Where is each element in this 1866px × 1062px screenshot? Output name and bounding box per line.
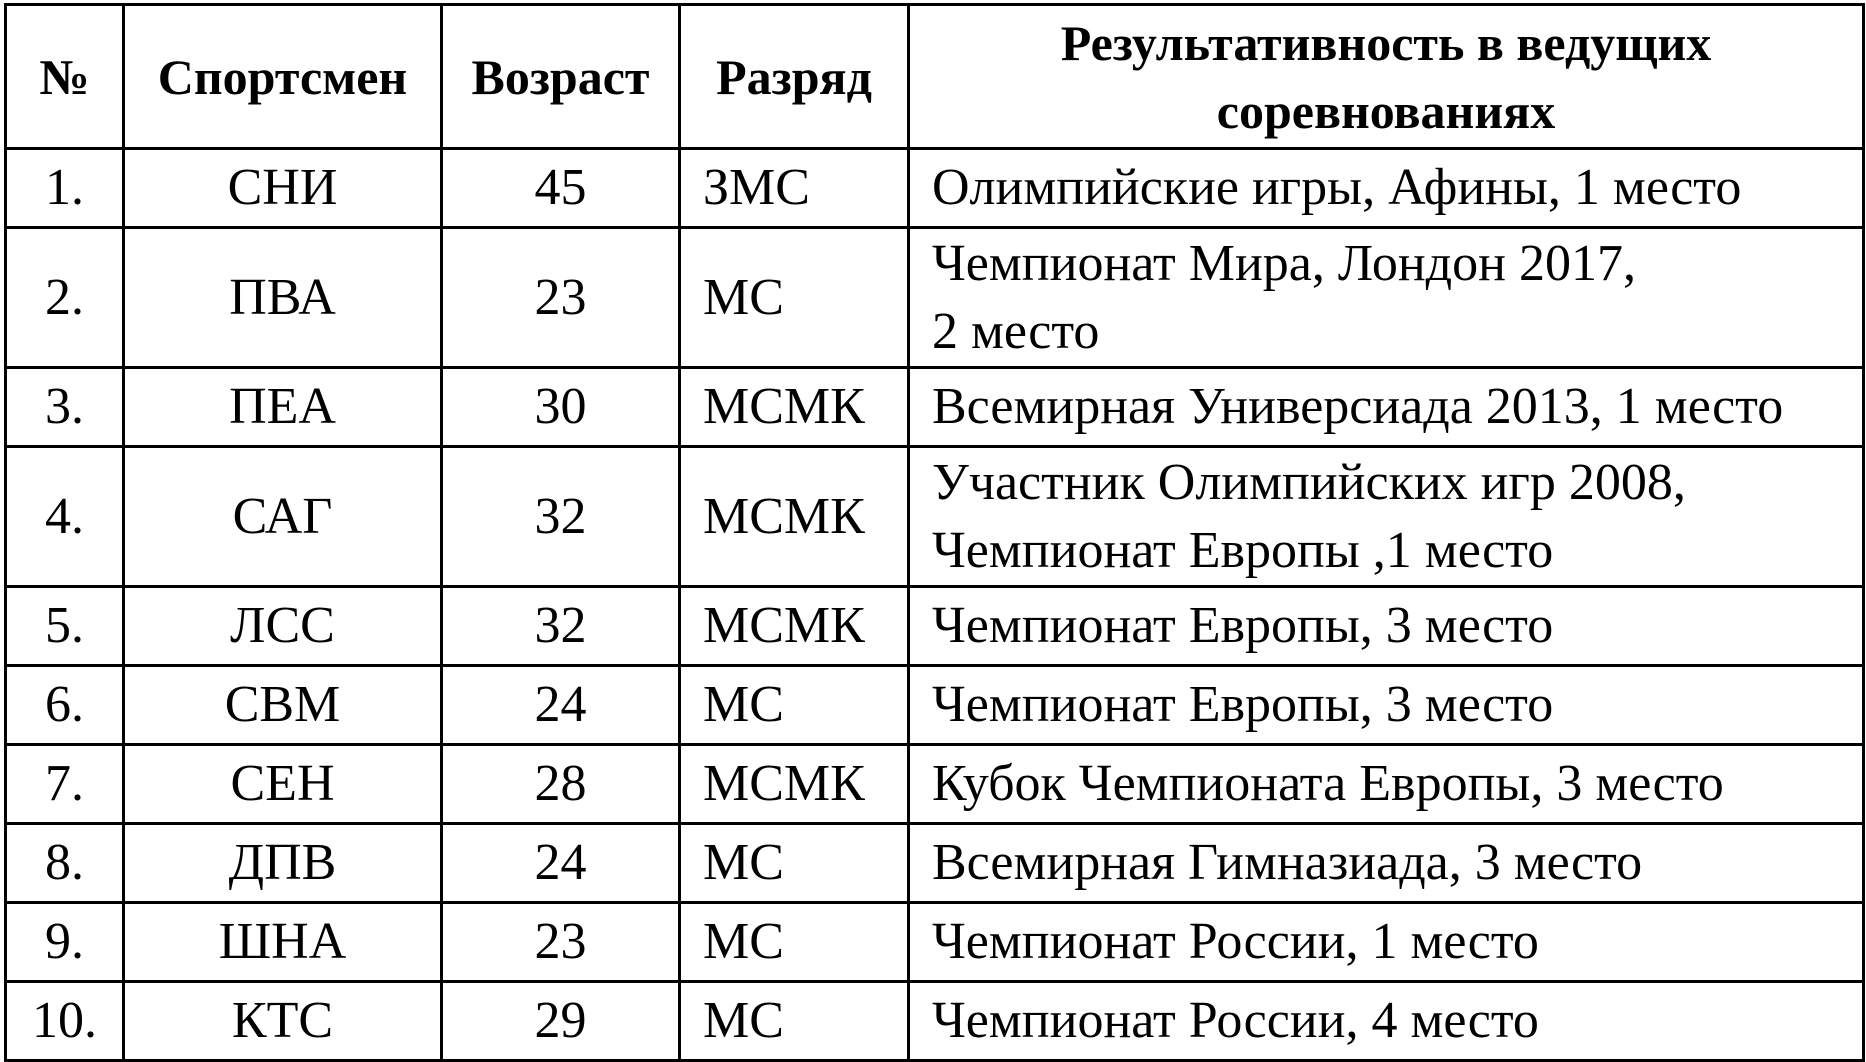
cell-num: 10.: [6, 982, 124, 1061]
cell-num: 1.: [6, 149, 124, 228]
header-result: Результативность в ведущих соревнованиях: [909, 5, 1864, 149]
table-row: [6, 824, 1864, 903]
cell-result: Чемпионат России, 4 место: [909, 982, 1864, 1061]
cell-age: 32: [442, 447, 680, 587]
cell-result: Участник Олимпийских игр 2008, Чемпионат Европы ,1 место: [909, 447, 1864, 587]
table-row: [6, 368, 1864, 447]
cell-result: Чемпионат России, 1 место: [909, 903, 1864, 982]
cell-age: 30: [442, 368, 680, 447]
table-header-row: [6, 5, 1864, 149]
cell-result: Чемпионат Мира, Лондон 2017, 2 место: [909, 228, 1864, 368]
cell-num: 9.: [6, 903, 124, 982]
cell-age: 45: [442, 149, 680, 228]
cell-num: 3.: [6, 368, 124, 447]
cell-result: Кубок Чемпионата Европы, 3 место: [909, 745, 1864, 824]
cell-age: 28: [442, 745, 680, 824]
cell-athlete: ШНА: [124, 903, 442, 982]
table-row: [6, 587, 1864, 666]
table-row: [6, 149, 1864, 228]
cell-athlete: ПВА: [124, 228, 442, 368]
table-row: [6, 903, 1864, 982]
cell-num: 8.: [6, 824, 124, 903]
table-row: [6, 447, 1864, 587]
cell-athlete: ДПВ: [124, 824, 442, 903]
cell-result: Всемирная Универсиада 2013, 1 место: [909, 368, 1864, 447]
cell-age: 23: [442, 903, 680, 982]
cell-age: 24: [442, 666, 680, 745]
header-age: Возраст: [442, 5, 680, 149]
cell-rank: МС: [680, 228, 909, 368]
cell-result: Всемирная Гимназиада, 3 место: [909, 824, 1864, 903]
cell-num: 5.: [6, 587, 124, 666]
cell-num: 4.: [6, 447, 124, 587]
table-row: [6, 666, 1864, 745]
cell-athlete: ПЕА: [124, 368, 442, 447]
cell-result: Чемпионат Европы, 3 место: [909, 587, 1864, 666]
athletes-table: [4, 3, 1865, 1062]
cell-age: 24: [442, 824, 680, 903]
cell-rank: МС: [680, 903, 909, 982]
cell-rank: МС: [680, 824, 909, 903]
cell-age: 29: [442, 982, 680, 1061]
cell-age: 32: [442, 587, 680, 666]
header-num: №: [6, 5, 124, 149]
cell-result: Олимпийские игры, Афины, 1 место: [909, 149, 1864, 228]
cell-athlete: ЛСС: [124, 587, 442, 666]
cell-athlete: САГ: [124, 447, 442, 587]
cell-age: 23: [442, 228, 680, 368]
cell-athlete: КТС: [124, 982, 442, 1061]
cell-athlete: СВМ: [124, 666, 442, 745]
table-row: [6, 982, 1864, 1061]
cell-rank: МС: [680, 666, 909, 745]
cell-athlete: СЕН: [124, 745, 442, 824]
cell-rank: МС: [680, 982, 909, 1061]
cell-rank: МСМК: [680, 745, 909, 824]
cell-rank: МСМК: [680, 447, 909, 587]
cell-rank: ЗМС: [680, 149, 909, 228]
header-rank: Разряд: [680, 5, 909, 149]
cell-rank: МСМК: [680, 587, 909, 666]
cell-athlete: СНИ: [124, 149, 442, 228]
cell-num: 6.: [6, 666, 124, 745]
table-row: [6, 745, 1864, 824]
header-athlete: Спортсмен: [124, 5, 442, 149]
cell-result: Чемпионат Европы, 3 место: [909, 666, 1864, 745]
cell-num: 7.: [6, 745, 124, 824]
cell-num: 2.: [6, 228, 124, 368]
cell-rank: МСМК: [680, 368, 909, 447]
table-row: [6, 228, 1864, 368]
